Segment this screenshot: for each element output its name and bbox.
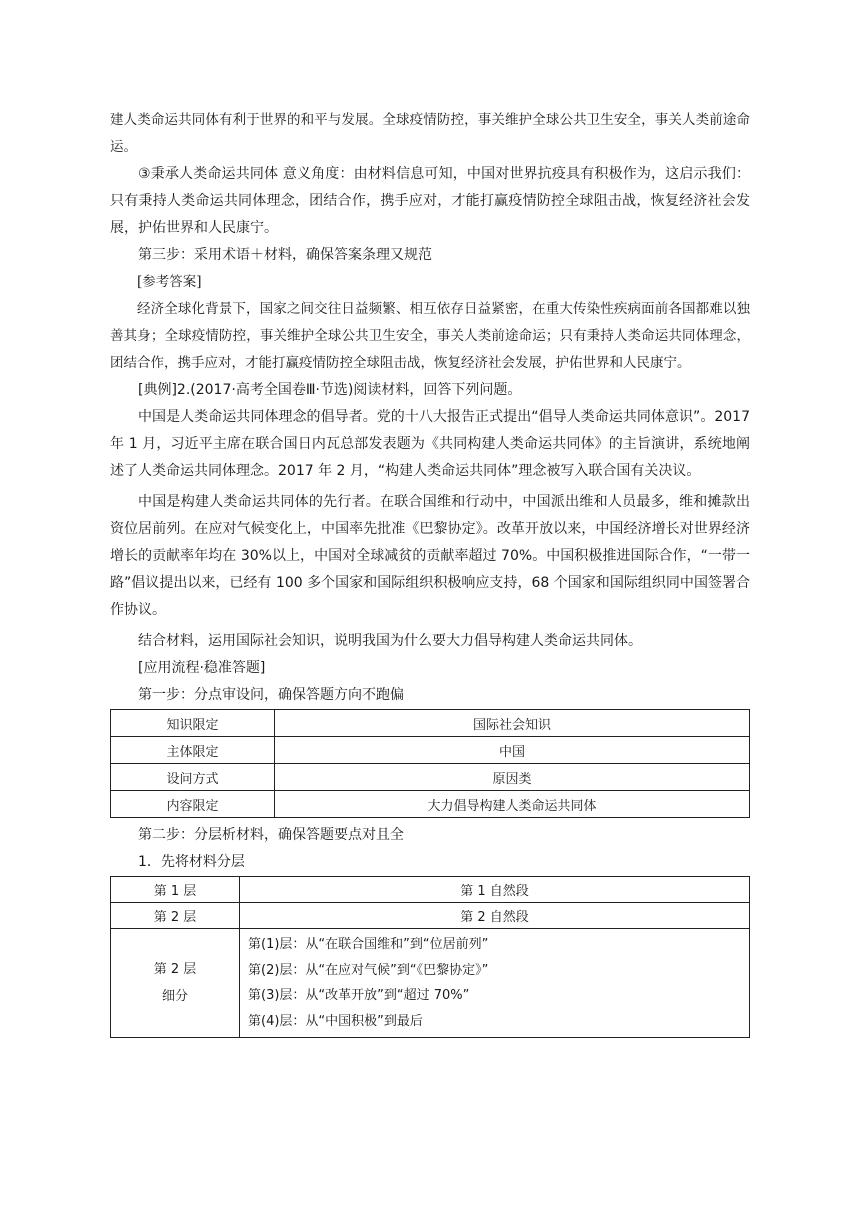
answer-label: [参考答案]: [137, 274, 202, 290]
table-row: [111, 929, 750, 1038]
table-cell: 主体限定: [111, 737, 275, 764]
table-row: [111, 877, 750, 903]
table-cell: 原因类: [275, 764, 750, 791]
table-cell: 国际社会知识: [275, 710, 750, 737]
layer-item: 第(4)层：从“中国积极”到最后: [248, 1013, 423, 1029]
table-cell: 第 1 层: [111, 877, 240, 903]
table-cell: 第 2 层: [111, 903, 240, 929]
layer-item: 第(1)层：从“在联合国维和”到“位居前列”: [248, 937, 489, 952]
example-heading: [典例]2.(2017·高考全国卷Ⅲ·节选)阅读材料，回答下列问题。: [138, 382, 522, 398]
table-row: [111, 710, 750, 737]
document-content: [110, 0, 750, 1038]
table-cell: [111, 929, 240, 1038]
table-cell: [240, 929, 750, 1038]
flow-label: [应用流程·稳准答题]: [138, 660, 266, 676]
layer-item: 第(3)层：从“改革开放”到“超过 70%”: [248, 988, 470, 1003]
layer-item: 第(2)层：从“在应对气候”到“《巴黎协定》”: [248, 962, 489, 978]
answer-text: 经济全球化背景下，国家之间交往日益频繁、相互依存日益紧密，在重大传染性疾病面前各国都难以独善其身；全球疫情防控，事关维护全球公共卫生安全，事关人类前途命运；只有秉持人类命运共同体理念，团结合作，携手应对，才能打赢疫情防控全球阻击战，恢复经济社会发展，护佑世界和人民康宁。: [110, 301, 750, 371]
step3-heading: 第三步：采用术语＋材料，确保答案条理又规范: [138, 247, 432, 263]
table-row: [111, 764, 750, 791]
layer-label: 第 2 层: [153, 962, 197, 977]
question-analysis-table: [110, 709, 750, 818]
question-text: 结合材料，运用国际社会知识，说明我国为什么要大力倡导构建人类命运共同体。: [138, 633, 642, 649]
step1-heading: 第一步：分点审设问，确保答题方向不跑偏: [138, 687, 404, 703]
table-cell: 第 1 自然段: [240, 877, 750, 903]
material-paragraph-2: 中国是构建人类命运共同体的先行者。在联合国维和行动中，中国派出维和人员最多，维和摊款出资位居前列。在应对气候变化上，中国率先批准《巴黎协定》。改革开放以来，中国经济增长对世界经济增长的贡献率年均在 30%以上，中国对全球减贫的贡献率超过 70%。中国积极推进国际合作，“一带一路”倡议提出以来，已经有 100 多个国家和国际组织积极响应支持，68 个国家和国际组织同中国签署合作协议。: [110, 494, 750, 618]
table-row: [111, 791, 750, 818]
table-cell: 知识限定: [111, 710, 275, 737]
table-row: [111, 737, 750, 764]
paragraph-meaning: ③秉承人类命运共同体 意义角度：由材料信息可知，中国对世界抗疫具有积极作为，这启示我们：只有秉持人类命运共同体理念，团结合作，携手应对，才能打赢疫情防控全球阻击战，恢复经济社会发展，护佑世界和人民康宁。: [110, 166, 750, 236]
table-row: [111, 903, 750, 929]
material-layer-table: [110, 876, 750, 1038]
table-cell: 内容限定: [111, 791, 275, 818]
table-cell: 大力倡导构建人类命运共同体: [275, 791, 750, 818]
paragraph-intro: 建人类命运共同体有利于世界的和平与发展。全球疫情防控，事关维护全球公共卫生安全，事关人类前途命运。: [110, 112, 750, 155]
step2-heading: 第二步：分层析材料，确保答题要点对且全: [138, 827, 404, 843]
table-cell: 第 2 自然段: [240, 903, 750, 929]
layer-label-sub: 细分: [161, 989, 188, 1004]
sub-heading-layering: 1．先将材料分层: [138, 854, 245, 870]
table-cell: 中国: [275, 737, 750, 764]
material-paragraph-1: 中国是人类命运共同体理念的倡导者。党的十八大报告正式提出“倡导人类命运共同体意识”。2017 年 1 月，习近平主席在联合国日内瓦总部发表题为《共同构建人类命运共同体》的主旨演讲，系统地阐述了人类命运共同体理念。2017 年 2 月，“构建人类命运共同体”理念被写入联合国有关决议。: [110, 409, 750, 479]
table-cell: 设问方式: [111, 764, 275, 791]
